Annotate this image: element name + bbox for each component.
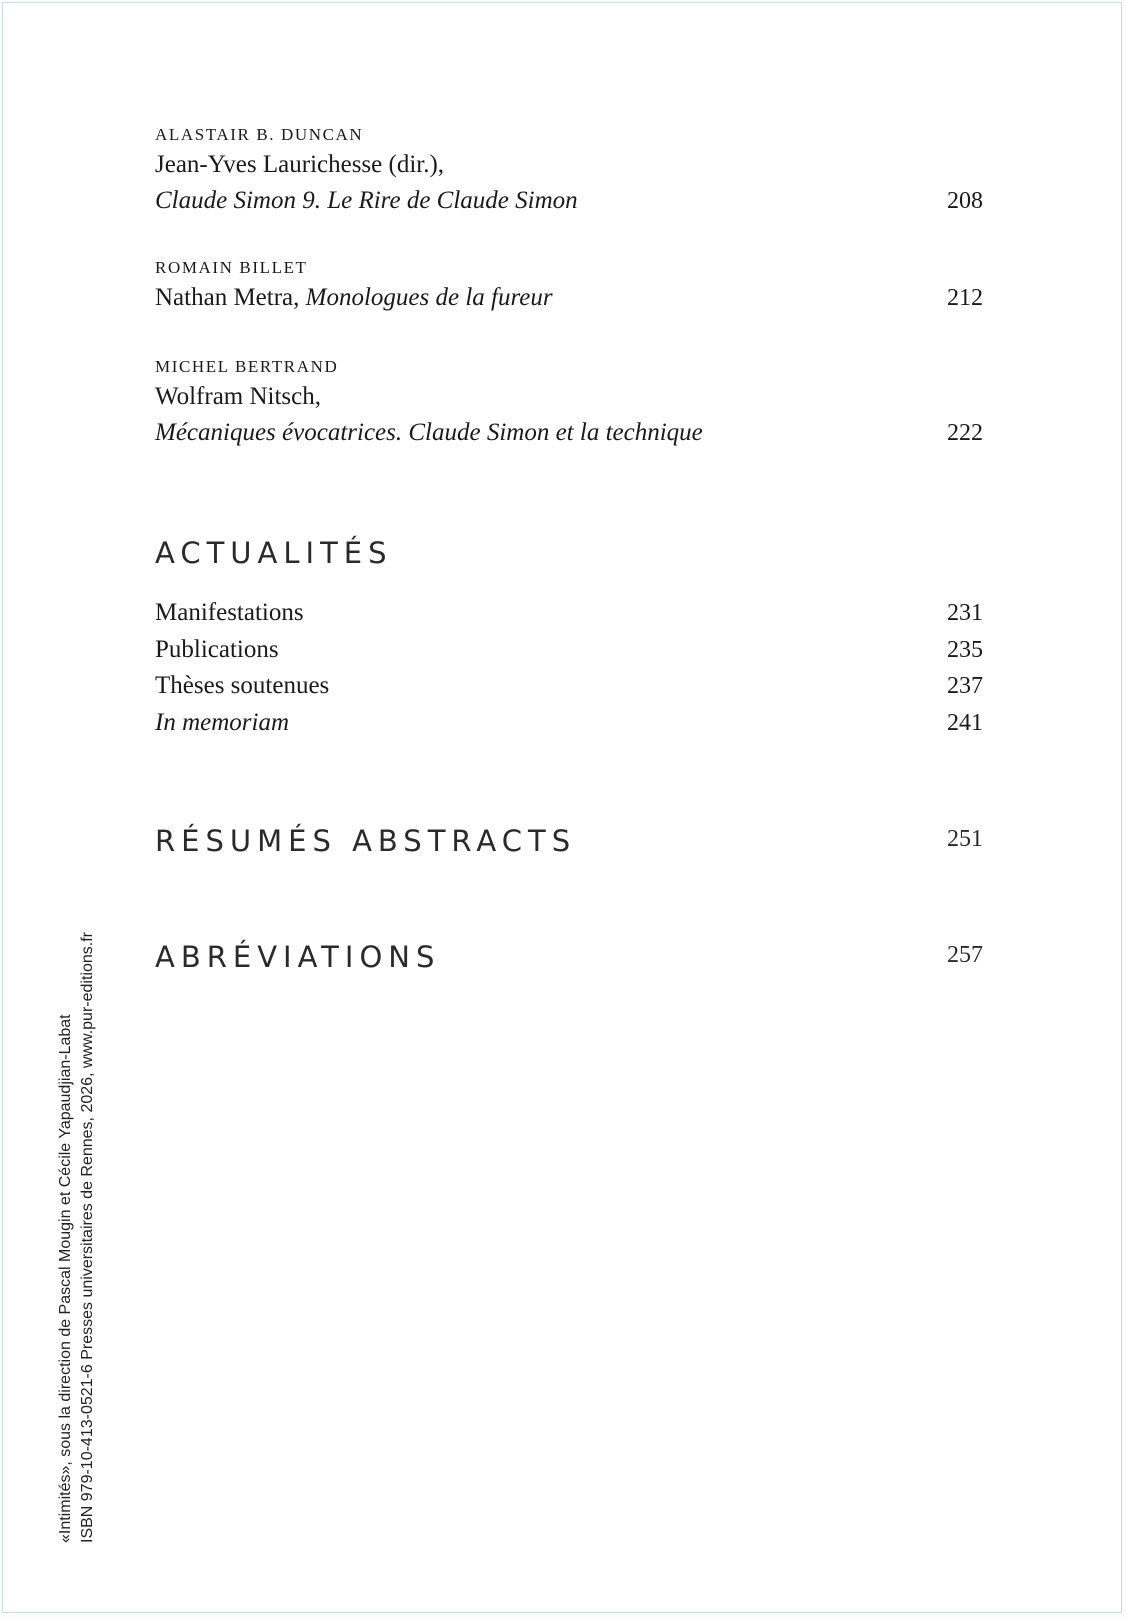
page-number: 208 <box>947 188 983 214</box>
reviewed-title: Claude Simon 9. Le Rire de Claude Simon <box>155 187 578 214</box>
page-number: 237 <box>947 673 983 699</box>
review-line <box>155 379 983 415</box>
reviewer-name: ROMAIN BILLET <box>155 258 308 277</box>
list-item <box>155 668 983 705</box>
section-title: ABRÉVIATIONS <box>155 940 441 974</box>
reviewed-author: Wolfram Nitsch, <box>155 383 322 410</box>
page-number: 241 <box>947 709 983 736</box>
reviewed-title: Monologues de la fureur <box>305 284 553 311</box>
item-label: Publications <box>155 635 279 663</box>
page-number: 212 <box>947 285 983 311</box>
actualites-list <box>155 595 983 741</box>
review-line <box>155 147 983 183</box>
section-heading-actualites <box>155 533 983 573</box>
review-entry <box>155 123 983 219</box>
page-number: 235 <box>947 636 983 663</box>
section-heading-abreviations <box>155 937 983 977</box>
reviewer-name: ALASTAIR B. DUNCAN <box>155 125 364 144</box>
review-entry <box>155 355 983 451</box>
reviewer-name: MICHEL BERTRAND <box>155 357 339 376</box>
page-number: 251 <box>947 826 983 852</box>
list-item <box>155 705 983 742</box>
side-credit-line1: «Intimités», sous la direction de Pascal Mougin et Cécile Yapaudjian-Labat <box>57 1014 74 1543</box>
page-number: 257 <box>947 942 983 968</box>
review-entry <box>155 256 983 316</box>
list-item <box>155 632 983 669</box>
side-credit <box>55 932 99 1543</box>
review-line <box>155 280 983 316</box>
review-line <box>155 415 983 451</box>
item-label: In memoriam <box>155 708 290 736</box>
section-title: RÉSUMÉS ABSTRACTS <box>155 824 577 858</box>
side-credit-line2: ISBN 979-10-413-0521-6 Presses universitaires de Rennes, 2026, www.pur-editions.fr <box>79 932 96 1543</box>
reviewed-author: Nathan Metra, <box>155 284 306 311</box>
page <box>2 2 1122 1613</box>
reviewed-title: Mécaniques évocatrices. Claude Simon et la technique <box>155 419 703 446</box>
reviewed-author: Jean-Yves Laurichesse (dir.), <box>155 151 445 178</box>
section-heading-resumes <box>155 821 983 861</box>
page-number: 222 <box>947 420 983 446</box>
section-title: ACTUALITÉS <box>155 536 393 570</box>
item-label: Manifestations <box>155 599 304 626</box>
item-label: Thèses soutenues <box>155 672 330 699</box>
review-line <box>155 183 983 219</box>
list-item <box>155 595 983 632</box>
page-number: 231 <box>947 600 983 626</box>
